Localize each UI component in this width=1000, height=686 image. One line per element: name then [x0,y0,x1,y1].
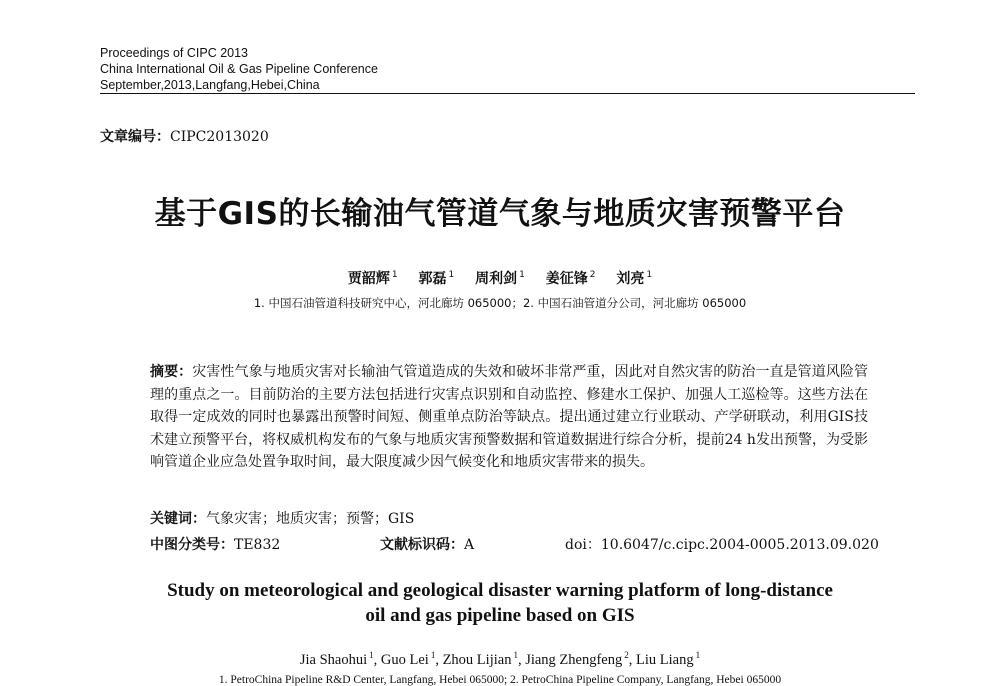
doi: doi：10.6047/c.cipc.2004-0005.2013.09.020 [565,537,879,553]
classification-line [150,534,879,554]
abstract-label: 摘要： [150,364,193,380]
keywords [150,508,414,528]
author-list-cn [0,268,1000,288]
clc-code: 中图分类号：TE832 [150,537,281,553]
author-cn: 姜征锋 $^2$ [545,270,596,287]
author-cn: 贾韶辉 $^1$ [347,270,398,287]
author-cn: 刘亮 $^1$ [616,270,653,287]
author-en: Liu Liang $^1$ [636,650,701,668]
author-en: Zhou Lijian $^1$, [442,650,526,668]
author-list-en [0,650,1000,669]
paper-title-cn: 基于GIS的长输油气管道气象与地质灾害预警平台 [154,196,846,232]
abstract-cn [150,361,868,474]
conference-date-place: September,2013,Langfang,Hebei,China [100,78,320,92]
paper-title-en [0,578,1000,628]
author-en: Jia Shaohui $^1$, [299,650,381,668]
article-number-label: 文章编号： [100,129,170,145]
proceedings-header [100,45,378,93]
keywords-label: 关键词： [150,511,206,527]
author-en: Jiang Zhengfeng $^2$, [525,650,636,668]
affiliation-en: 1. PetroChina Pipeline R&D Center, Langfang, Hebei 065000; 2. PetroChina Pipeline Company, Langfang, Hebei 065000 [218,674,782,686]
conference-name: China International Oil & Gas Pipeline Conference [100,62,378,76]
author-en: Guo Lei $^1$, [380,650,443,668]
author-cn: 周利剑 $^1$ [475,270,525,287]
article-number [100,126,269,146]
proceedings-name: Proceedings of CIPC 2013 [100,46,249,60]
abstract-text: 灾害性气象与地质灾害对长输油气管道造成的失效和破坏非常严重，因此对自然灾害的防治一直是管道风险管理的重点之一。目前防治的主要方法包括进行灾害点识别和自动监控、修建水工保护、加强人工巡检等。这些方法在取得一定成效的同时也暴露出预警时间短、侧重单点防治等缺点。提出通过建立行业联动、产学研联动，利用GIS技术建立预警平台，将权威机构发布的气象与地质灾害预警数据和管道数据进行综合分析，提前24 h发出预警，为受影响管道企业应急处置争取时间，最大限度减少因气候变化和地质灾害带来的损失。 [150,364,869,471]
author-cn: 郭磊 $^1$ [418,270,455,287]
header-divider [100,93,915,94]
keywords-text: 气象灾害；地质灾害；预警；GIS [206,511,415,527]
title-en-line-1: Study on meteorological and geological disaster warning platform of long-distance [167,580,833,601]
article-number-value: CIPC2013020 [170,129,269,145]
document-code: 文献标识码：A [380,537,475,553]
affiliation-cn: 1. 中国石油管道科技研究中心，河北廊坊 065000；2. 中国石油管道分公司，河北廊坊 065000 [253,296,747,310]
title-en-line-2: oil and gas pipeline based on GIS [365,605,635,626]
